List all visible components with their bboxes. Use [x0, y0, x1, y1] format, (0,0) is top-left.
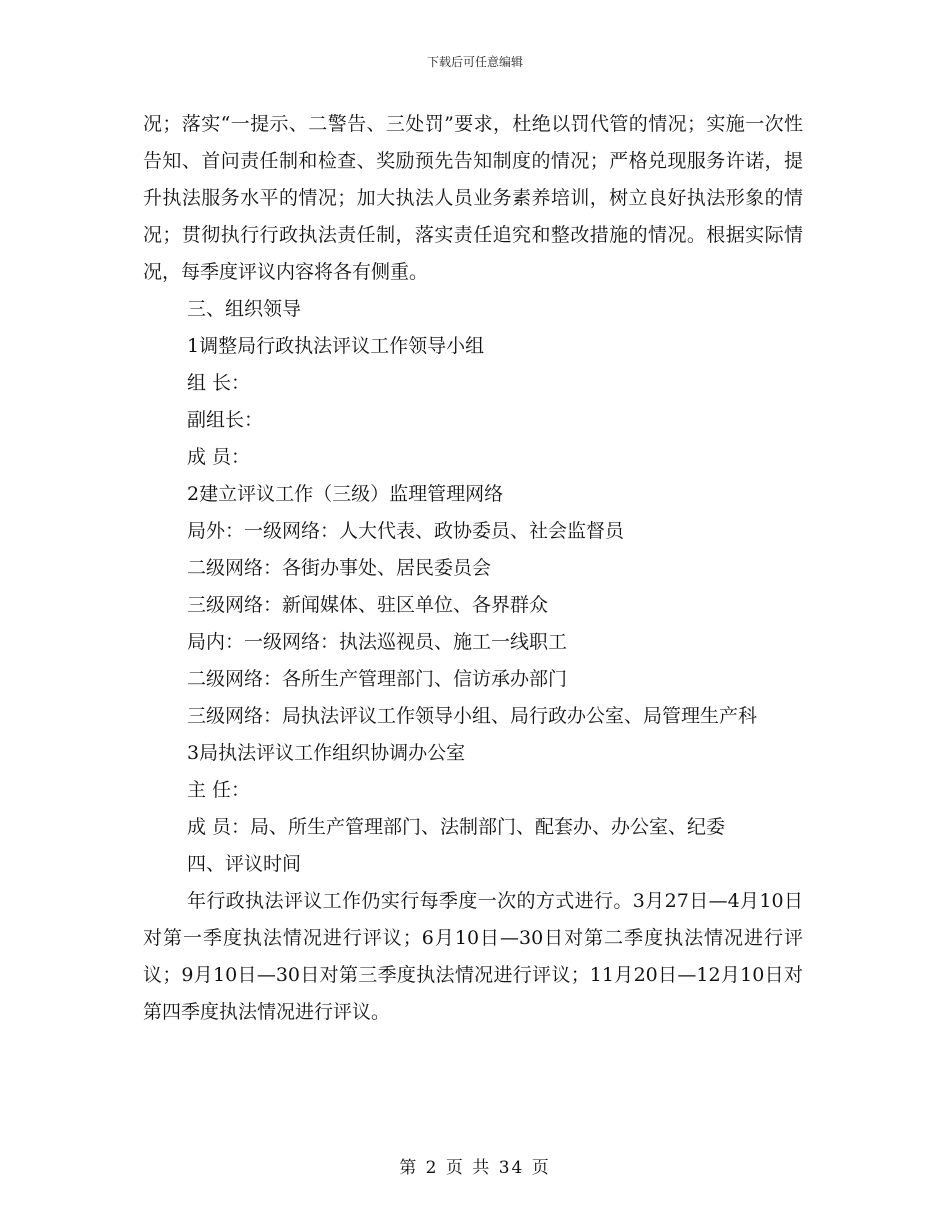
external-level-two: 二级网络：各街办事处、居民委员会 [187, 557, 492, 579]
office-members-line: 成 员：局、所生产管理部门、法制部门、配套办、办公室、纪委 [187, 816, 726, 838]
external-level-one: 局外：一级网络：人大代表、政协委员、社会监督员 [187, 520, 625, 542]
subsection-network: 2建立评议工作（三级）监理管理网络 [187, 483, 504, 505]
page-header: 下载后可任意编辑 [426, 55, 523, 69]
paragraph-continuation: 况；落实“一提示、二警告、三处罚”要求，杜绝以罚代管的情况；实施一次性告知、首问责任制和检查、奖励预先告知制度的情况；严格兑现服务许诺，提升执法服务水平的情况；加大执法人员业务素养培训，树立良好执法形象的情况；贯彻执行行政执法责任制，落实责任追究和整改措施的情况。根据实际情况，每季度评议内容将各有侧重。 [143, 113, 803, 283]
deputy-leader-line: 副组长： [187, 409, 264, 431]
section-heading-schedule: 四、评议时间 [187, 853, 302, 875]
external-level-three: 三级网络：新闻媒体、驻区单位、各界群众 [187, 594, 549, 616]
group-leader-line: 组 长： [187, 372, 251, 394]
document-body [143, 106, 803, 1031]
section-heading-organization: 三、组织领导 [187, 298, 302, 320]
subsection-leading-group: 1调整局行政执法评议工作领导小组 [187, 335, 485, 357]
members-line: 成 员： [187, 446, 251, 468]
internal-level-three: 三级网络：局执法评议工作领导小组、局行政办公室、局管理生产科 [187, 705, 758, 727]
director-line: 主 任： [187, 779, 251, 801]
page-number: 第 2 页 共 34 页 [399, 1158, 551, 1178]
subsection-coordination-office: 3局执法评议工作组织协调办公室 [187, 742, 466, 764]
internal-level-two: 二级网络：各所生产管理部门、信访承办部门 [187, 668, 568, 690]
schedule-paragraph: 年行政执法评议工作仍实行每季度一次的方式进行。3月27日—4月10日对第一季度执法情况进行评议；6月10日—30日对第二季度执法情况进行评议；9月10日—30日对第三季度执法情况进行评议；11月20日—12月10日对第四季度执法情况进行评议。 [143, 890, 803, 1023]
internal-level-one: 局内：一级网络：执法巡视员、施工一线职工 [187, 631, 568, 653]
